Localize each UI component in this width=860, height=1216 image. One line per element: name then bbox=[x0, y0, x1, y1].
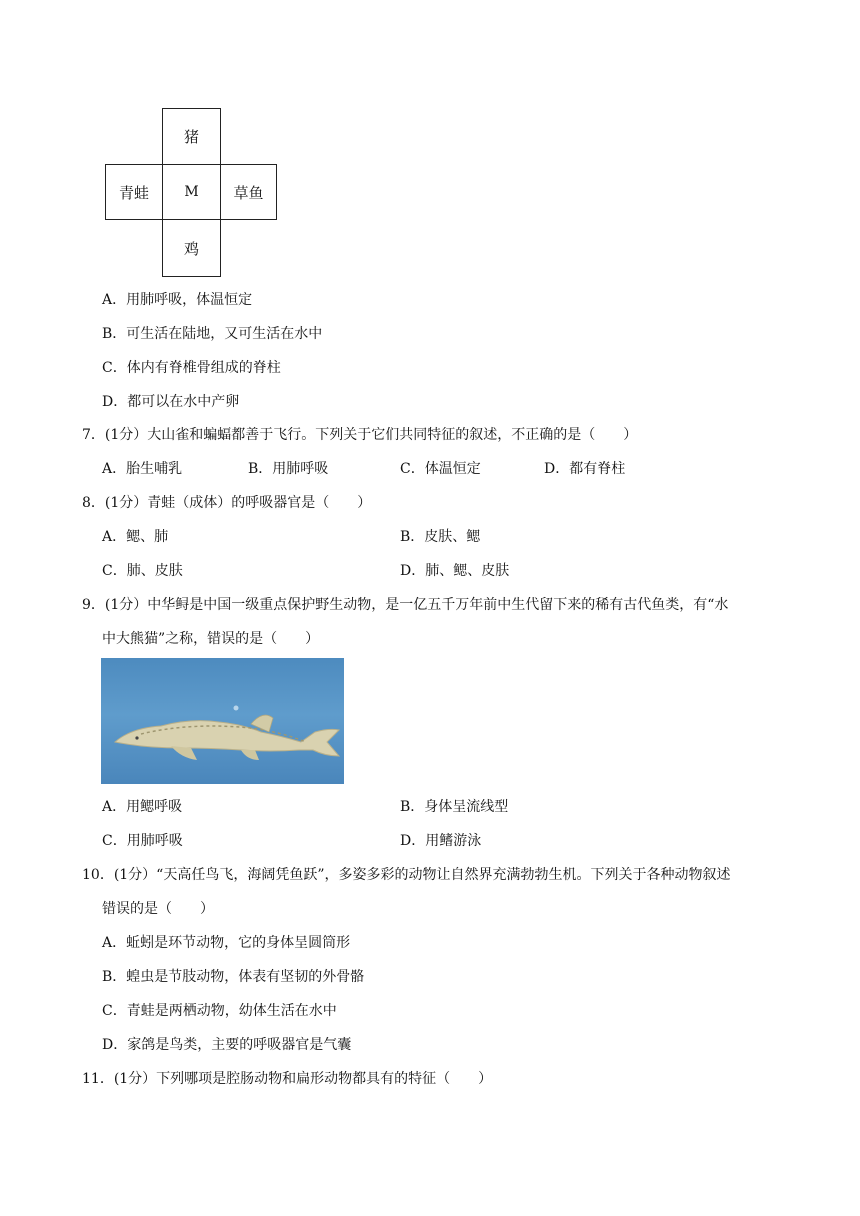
q8-option-d: D．肺、鳃、皮肤 bbox=[400, 563, 510, 579]
q9-stem-line1: 9．(1分）中华鲟是中国一级重点保护野生动物，是一亿五千万年前中生代留下来的稀有古代鱼类，有“水 bbox=[82, 597, 729, 613]
q7-option-c: C．体温恒定 bbox=[400, 461, 481, 477]
q11-stem: 11．(1分）下列哪项是腔肠动物和扁形动物都具有的特征（ ） bbox=[82, 1071, 493, 1087]
q7-stem: 7．(1分）大山雀和蝙蝠都善于飞行。下列关于它们共同特征的叙述，不正确的是（ ） bbox=[82, 427, 638, 443]
diagram-label-pig: 猪 bbox=[183, 128, 199, 146]
q8-option-a: A．鳃、肺 bbox=[102, 529, 169, 545]
q6-option-a: A．用肺呼吸，体温恒定 bbox=[102, 292, 253, 308]
q8-option-b: B．皮肤、鳃 bbox=[400, 529, 481, 545]
q6-option-d: D．都可以在水中产卵 bbox=[102, 394, 240, 410]
q6-option-c: C．体内有脊椎骨组成的脊柱 bbox=[102, 360, 281, 376]
q9-option-a: A．用鳃呼吸 bbox=[102, 799, 183, 815]
q7-option-b: B．用肺呼吸 bbox=[248, 461, 329, 477]
q10-option-c: C．青蛙是两栖动物，幼体生活在水中 bbox=[102, 1003, 337, 1019]
q10-option-b: B．蝗虫是节肢动物，体表有坚韧的外骨骼 bbox=[102, 969, 365, 985]
diagram-label-m: M bbox=[184, 184, 199, 200]
diagram-cell-top bbox=[162, 108, 221, 165]
diagram-label-frog: 青蛙 bbox=[118, 183, 149, 202]
q10-stem-line2: 错误的是（ ） bbox=[102, 901, 214, 917]
diagram-label-chicken: 鸡 bbox=[183, 239, 199, 258]
diagram-label-grass-carp: 草鱼 bbox=[233, 183, 264, 202]
q6-option-b: B．可生活在陆地，又可生活在水中 bbox=[102, 326, 323, 342]
q10-option-a: A．蚯蚓是环节动物，它的身体呈圆筒形 bbox=[102, 935, 351, 951]
q8-option-c: C．肺、皮肤 bbox=[102, 563, 183, 579]
q9-option-d: D．用鳍游泳 bbox=[400, 833, 482, 849]
q10-option-d: D．家鸽是鸟类，主要的呼吸器官是气囊 bbox=[102, 1037, 352, 1053]
q8-stem: 8．(1分）青蛙（成体）的呼吸器官是（ ） bbox=[82, 495, 372, 511]
diagram-cell-bottom bbox=[162, 219, 221, 277]
q7-option-a: A．胎生哺乳 bbox=[102, 461, 183, 477]
diagram-cell-center bbox=[162, 164, 221, 220]
sturgeon-fish-icon bbox=[101, 658, 344, 784]
diagram-cell-left bbox=[105, 164, 163, 220]
q9-option-b: B．身体呈流线型 bbox=[400, 799, 509, 815]
q9-option-c: C．用肺呼吸 bbox=[102, 833, 183, 849]
q9-stem-line2: 中大熊猫”之称，错误的是（ ） bbox=[102, 631, 320, 647]
sturgeon-photo bbox=[101, 658, 344, 784]
q7-option-d: D．都有脊柱 bbox=[544, 461, 626, 477]
q10-stem-line1: 10．(1分）“天高任鸟飞，海阔凭鱼跃”，多姿多彩的动物让自然界充满勃勃生机。下列关于各种动物叙述 bbox=[82, 867, 731, 883]
diagram-cell-right bbox=[220, 164, 277, 220]
